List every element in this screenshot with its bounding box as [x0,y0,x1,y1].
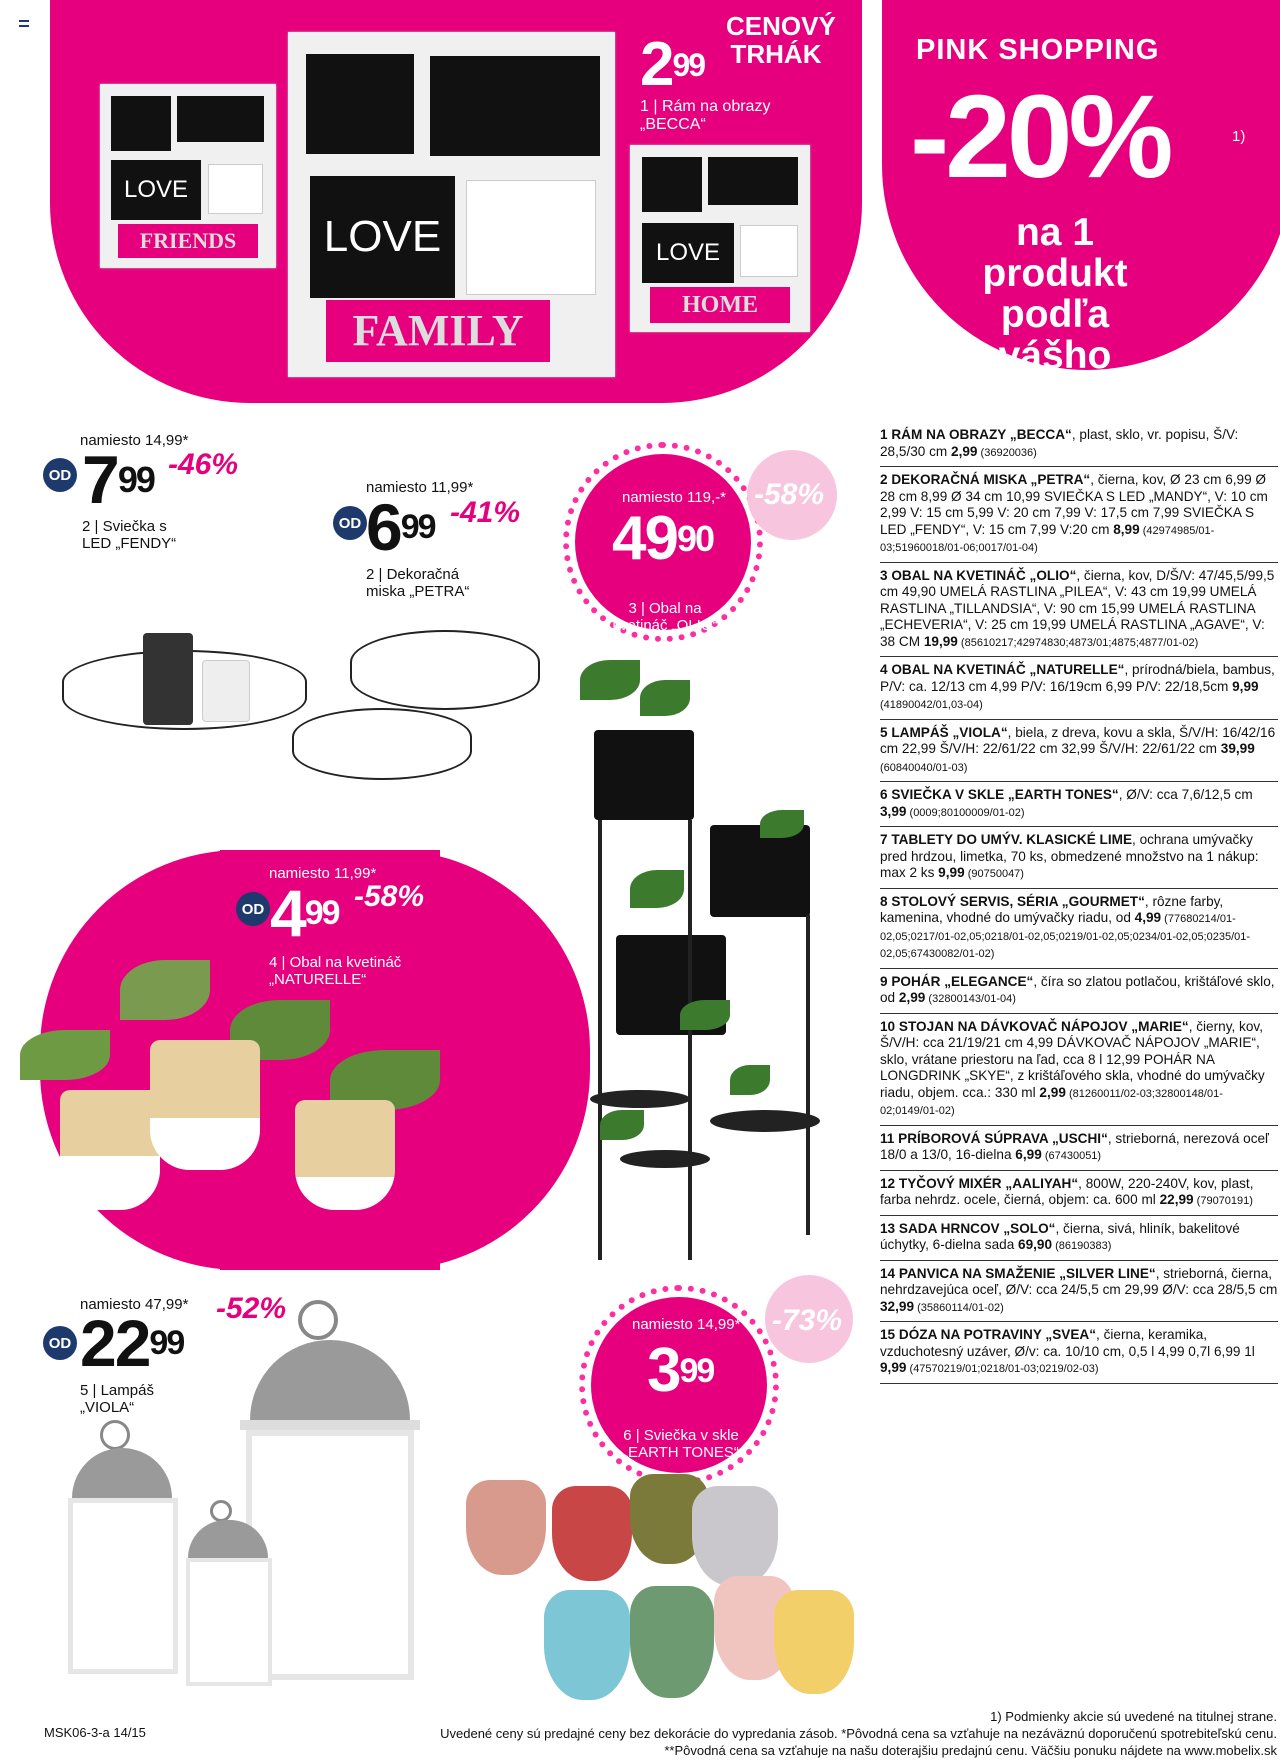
was-price: namiesto 119,-* [622,489,726,506]
price [270,876,339,950]
description-item [880,1261,1278,1323]
description-item [880,1126,1278,1171]
item-title: 6 SVIEČKA V SKLE „EARTH TONES“ [880,787,1119,802]
trhak-label: 1 | Rám na obrazy „BECCA“ [640,98,771,133]
was-price: namiesto 11,99* [366,479,474,496]
footnote-1: 1) Podmienky akcie sú uvedené na titulnej strane. [990,1709,1277,1724]
item-code: (35860114/01-02) [914,1301,1004,1314]
item-price: 32,99 [880,1298,915,1314]
product-label: 3 | Obal na kvetináč „OLIO“ [612,600,718,634]
price-integer: 22 [80,1306,150,1380]
item-details: , čierny, kov, Š/V/H: cca 21/19/21 cm 4,99 DÁVKOVAČ NÁPOJOV „MARIE“, sklo, vrátane priestoru na ľad, cca 8 l 12,99 POHÁR NA LONGDRINK „SKYE“, z krištáľového skla, vhodné do umývačky riadu, objem. cca.: 330 ml [880,1018,1265,1100]
item-details: , ochrana umývačky pred hrdzou, limetka, 70 ks, obmedzené množstvo na 1 nákup: max 2 ks [880,832,1259,880]
item-title: 14 PANVICA NA SMAŽENIE „SILVER LINE“ [880,1265,1156,1281]
product-description-list [880,422,1278,1384]
price-integer: 2 [640,30,673,99]
item-title: 11 PRÍBOROVÁ SÚPRAVA „USCHI“ [880,1130,1108,1146]
item-price: 9,99 [1232,678,1259,694]
item-details: , plast, sklo, vr. popisu, Š/V: 28,5/30 cm [880,427,1239,459]
item-details: , čierna, sivá, hliník, bakelitové úchytky, 6-dielna sada [880,1220,1240,1252]
price [612,506,713,572]
item-price: 69,90 [1018,1237,1053,1252]
description-item [880,657,1278,720]
item-code: (86190383) [1052,1240,1112,1252]
was-price: namiesto 14,99* [632,1316,741,1333]
price-decimal: 99 [400,508,435,546]
plant-stand-image [560,640,840,1260]
description-item [880,467,1278,563]
item-price: 39,99 [1220,741,1255,756]
item-details: , rôzne farby, kamenina, vhodné do umývačky riadu, od [880,893,1224,925]
description-item [880,1014,1278,1126]
item-code: (90750047) [964,868,1024,880]
price-integer: 7 [82,442,118,518]
description-item [880,563,1278,658]
item-price: 2,99 [898,990,926,1005]
item-code: (32800143/01-04) [925,993,1016,1005]
candle-black [143,633,193,725]
item-price: 19,99 [923,633,958,649]
od-badge: OD [43,458,77,492]
description-item [880,889,1278,969]
item-title: 10 STOJAN NA DÁVKOVAČ NÁPOJOV „MARIE“ [880,1018,1189,1034]
item-details: , strieborná, nerezová oceľ 18/0 a 13/0, 16-dielna [880,1130,1270,1162]
promo-text: na 1 produkt podľa vášho výberu [982,211,1128,418]
frame-word: LOVE [310,176,455,298]
frame-word: FRIENDS [118,224,258,258]
item-title: 5 LAMPÁŠ „VIOLA“ [880,724,1008,740]
item-price: 8,99 [1113,521,1140,537]
item-title: 2 DEKORAČNÁ MISKA „PETRA“ [880,472,1091,487]
pink-shopping-title: PINK SHOPPING [916,34,1160,66]
was-price: namiesto 11,99* [269,865,377,882]
price-decimal: 99 [304,894,339,932]
lantern-image [66,1420,181,1680]
description-item [880,1322,1278,1384]
candle-white [202,660,250,722]
item-price: 22,99 [1159,1192,1194,1207]
planted-pots-image [0,940,540,1280]
price-decimal: 90 [676,518,714,559]
od-badge: OD [333,506,367,540]
photo-frame-home [630,145,810,332]
product-label: 2 | Dekoračná miska „PETRA“ [366,566,470,600]
od-badge: OD [236,892,270,926]
item-price: 4,99 [1134,910,1162,925]
item-code: (77680214/01-02,05;0217/01-02,05;0218/01-02,05;0219/01-02,05;0234/01-02,05;0235/01-02,05;67430082/01-02) [880,913,1251,960]
price-decimal: 99 [117,459,154,500]
product-label: 6 | Sviečka v skle „EARTH TONES“ [623,1427,739,1461]
discount: -52% [216,1292,287,1325]
description-item [880,1171,1278,1216]
price [366,490,435,564]
price [82,442,154,518]
photo-frame-friends [100,84,276,268]
price-integer: 49 [612,504,677,573]
discount-footnote: 1) [1232,128,1246,145]
item-details: , čierna, kov, D/Š/V: 47/45,5/99,5 cm 49,90 UMELÁ RASTLINA „PILEA“, V: 43 cm 19,99 UMELÁ RASTLINA „TILLANDSIA“, V: 90 cm 15,99 UMELÁ RASTLINA „ECHEVERIA“, V: 25 cm 19,99 UMELÁ RASTLINA „AGAVE“, V: 38 CM [880,567,1275,649]
frame-word: FAMILY [326,300,550,362]
was-price: namiesto 14,99* [80,432,189,449]
item-title: 1 RÁM NA OBRAZY „BECCA“ [880,427,1072,442]
product-label: 2 | Sviečka s LED „FENDY“ [82,518,177,552]
item-details: , prírodná/biela, bambus, P/V: ca. 12/13 cm 4,99 P/V: 16/19cm 6,99 P/V: 22/18,5cm [880,662,1275,694]
item-details: , číra so zlatou potlačou, krištáľové sklo, od [880,973,1275,1005]
item-code: (0009;80100009/01-02) [906,806,1025,819]
frame-word: LOVE [111,160,201,220]
price-decimal: 99 [672,47,705,83]
item-code: (67430051) [1041,1150,1102,1162]
description-item [880,782,1278,827]
item-details: , biela, z dreva, kovu a skla, Š/V/H: 16/42/16 cm 22,99 Š/V/H: 22/61/22 cm 32,99 Š/V/H: 22/61/22 cm [880,724,1276,756]
item-price: 3,99 [880,803,907,819]
price-integer: 4 [270,876,305,950]
price [80,1306,184,1380]
price-decimal: 99 [149,1324,184,1362]
item-code: (60840040/01-03) [880,761,968,774]
item-code: (41890042/01,03-04) [880,699,983,711]
frame-word: LOVE [642,223,734,283]
item-title: 7 TABLETY DO UMÝV. KLASICKÉ LIME [880,832,1133,847]
footnote-2: Uvedené ceny sú predajné ceny bez dekorácie do vypredania zásob. *Pôvodná cena sa vzťahuje na nezáväznú doporučenú spotrebiteľskú cenu. [440,1726,1277,1741]
discount-percent: -20% [910,71,1170,203]
price [647,1338,713,1404]
price-integer: 3 [647,1336,680,1405]
description-item [880,969,1278,1014]
item-title: 4 OBAL NA KVETINÁČ „NATURELLE“ [880,662,1125,677]
was-price: namiesto 47,99* [80,1296,189,1313]
discount: -58% [354,880,425,913]
item-price: 6,99 [1015,1147,1042,1162]
cenovy-trhak-title: CENOVÝ TRHÁK [726,11,836,69]
item-details: , 800W, 220-240V, kov, plast, farba nehrdz. ocele, čierná, objem: ca. 600 ml [880,1175,1254,1207]
description-item [880,1216,1278,1261]
item-title: 15 DÓZA NA POTRAVINY „SVEA“ [880,1327,1097,1342]
lantern-image [184,1500,274,1690]
item-price: 9,99 [880,1360,907,1375]
product-label: 5 | Lampáš „VIOLA“ [80,1382,154,1416]
discount: -58% [754,478,825,511]
item-details: , Ø/V: cca 7,6/12,5 cm [1118,787,1253,802]
description-item [880,827,1278,889]
price-integer: 6 [366,490,401,564]
price-decimal: 99 [679,1352,714,1390]
discount: -46% [168,448,239,481]
frame-word: HOME [650,287,790,323]
page-code: MSK06-3-a 14/15 [44,1725,146,1740]
item-code: (79070191) [1193,1195,1253,1207]
hamburger-icon[interactable] [19,20,29,27]
item-code: (36920036) [977,446,1037,459]
item-code: (42974985/01-03;51960018/01-06;0017/01-04) [880,524,1215,554]
discount: -41% [450,496,521,529]
item-code: (81260011/02-03;32800148/01-02;0149/01-02) [880,1087,1223,1117]
item-details: , čierna, keramika, vzduchotesný uzáver, Ø/v: ca. 10/10 cm, 0,5 l 4,99 0,7l 6,99 1l [880,1327,1255,1359]
wire-bowl-image [292,708,472,780]
item-price: 2,99 [1039,1084,1066,1100]
item-code: (85610217;42974830;4873/01;4875;4877/01-02) [957,636,1199,649]
item-price: 9,99 [938,865,965,880]
product-label: 4 | Obal na kvetináč „NATURELLE“ [269,954,402,988]
description-item [880,720,1278,783]
trhak-price [640,30,705,99]
item-details: , čierna, kov, Ø 23 cm 6,99 Ø 28 cm 8,99 Ø 34 cm 10,99 SVIEČKA S LED „MANDY“, V: 10 cm 2,99 V: 15 cm 5,99 V: 20 cm 7,99 V: 17,5 cm 7,99 SVIEČKA S LED „FENDY“, V: 15 cm 7,99 V:20 cm [880,472,1268,537]
item-code: (47570219/01;0218/01-03;0219/02-03) [906,1363,1099,1375]
item-title: 9 POHÁR „ELEGANCE“ [880,973,1034,989]
item-title: 12 TYČOVÝ MIXÉR „AALIYAH“ [880,1175,1079,1191]
item-title: 8 STOLOVÝ SERVIS, SÉRIA „GOURMET“ [880,893,1145,909]
item-title: 3 OBAL NA KVETINÁČ „OLIO“ [880,567,1077,583]
footnote-3: **Pôvodná cena sa vzťahuje na našu doterajšiu predajnú cenu. Väčšiu ponuku nájdete na www.mobelix.sk [664,1743,1277,1758]
photo-frame-family [288,32,615,377]
description-item [880,422,1278,467]
wire-bowl-image [350,630,540,710]
item-details: , strieborná, čierna, nehrdzavejúca oceľ, Ø/V: cca 24/5,5 cm 29,99 Ø/V: cca 28/5,5 cm [880,1265,1278,1297]
discount: -73% [772,1304,843,1337]
candle-vases-image [460,1470,860,1720]
item-price: 2,99 [951,443,978,459]
item-title: 13 SADA HRNCOV „SOLO“ [880,1220,1056,1236]
od-badge: OD [43,1326,77,1360]
